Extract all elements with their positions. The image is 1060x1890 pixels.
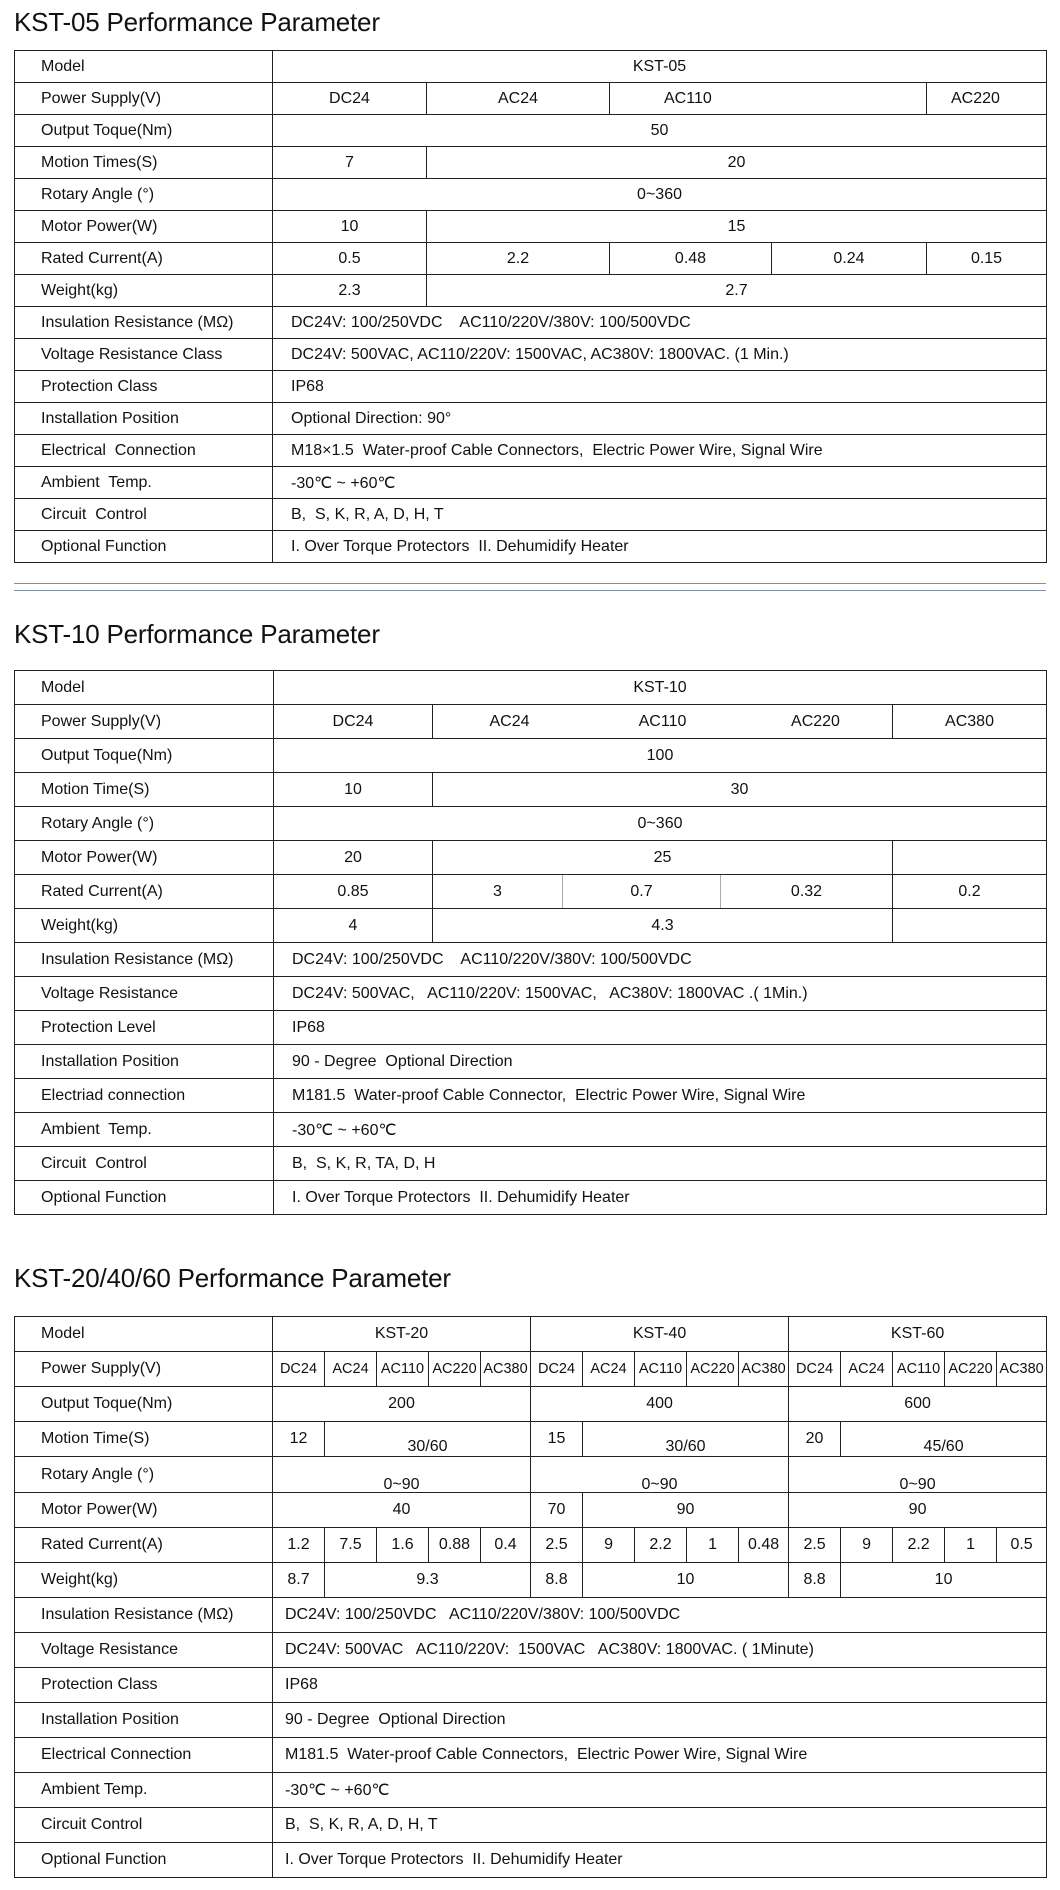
row-label: Weight(kg) (15, 909, 274, 943)
row-label: Protection Class (15, 371, 273, 403)
row-label: Power Supply(V) (15, 1352, 273, 1387)
table-cell: I. Over Torque Protectors II. Dehumidify Heater (274, 1181, 1047, 1215)
table-cell: DC24V: 500VAC, AC110/220V: 1500VAC, AC380V: 1800VAC .( 1Min.) (274, 977, 1047, 1011)
table-row (15, 339, 1047, 371)
table-cell: DC24 (274, 705, 433, 739)
table-cell: 0~90 (531, 1457, 789, 1493)
row-label: Protection Level (15, 1011, 274, 1045)
row-label: Protection Class (15, 1668, 273, 1703)
table-cell: I. Over Torque Protectors II. Dehumidify Heater (273, 1843, 1047, 1878)
row-label: Motor Power(W) (15, 1493, 273, 1528)
table-cell: B, S, K, R, A, D, H, T (273, 499, 1047, 531)
table-cell (893, 909, 1047, 943)
table-row (15, 179, 1047, 211)
table-row (15, 773, 1047, 807)
table-cell: 8.8 (531, 1563, 583, 1598)
row-label: Model (15, 671, 274, 705)
row-label: Rotary Angle (°) (15, 807, 274, 841)
table-cell: AC380 (481, 1352, 531, 1387)
table-row (15, 1457, 1047, 1493)
table-row (15, 1011, 1047, 1045)
table-row (15, 1703, 1047, 1738)
table-cell: 1 (687, 1528, 739, 1563)
table-row (15, 1113, 1047, 1147)
table-cell: 8.7 (273, 1563, 325, 1598)
table-cell: DC24V: 100/250VDC AC110/220V/380V: 100/500VDC (273, 1598, 1047, 1633)
table-cell: 90 (583, 1493, 789, 1528)
table-cell: AC220 (687, 1352, 739, 1387)
table-cell: 50 (273, 115, 1047, 147)
table-cell: 2.5 (531, 1528, 583, 1563)
table-cell: AC380 (739, 1352, 789, 1387)
table-cell: 2.7 (427, 275, 1047, 307)
row-label: Power Supply(V) (15, 705, 274, 739)
row-label: Motor Power(W) (15, 211, 273, 243)
model-cell: KST-60 (789, 1317, 1047, 1352)
table-row (15, 499, 1047, 531)
table-cell: 90 - Degree Optional Direction (273, 1703, 1047, 1738)
row-label: Weight(kg) (15, 1563, 273, 1598)
table-cell: 2.2 (635, 1528, 687, 1563)
table-cell: 45/60 (841, 1422, 1047, 1457)
table-row (15, 1045, 1047, 1079)
table-cell: 40 (273, 1493, 531, 1528)
row-label: Installation Position (15, 1045, 274, 1079)
table-cell: DC24 (789, 1352, 841, 1387)
table-row (15, 1352, 1047, 1387)
table-cell: 600 (789, 1387, 1047, 1422)
table-row (15, 909, 1047, 943)
table-row (15, 739, 1047, 773)
table-cell: AC110 (893, 1352, 945, 1387)
table-cell: AC24 (427, 83, 610, 115)
kst10-title: KST-10 Performance Parameter (14, 619, 380, 649)
table-cell: AC220 (945, 1352, 997, 1387)
table-cell: DC24V: 500VAC AC110/220V: 1500VAC AC380V: 1800VAC. ( 1Minute) (273, 1633, 1047, 1668)
table-cell: 0.85 (274, 875, 433, 909)
table-row (15, 51, 1047, 83)
table-cell: 2.2 (893, 1528, 945, 1563)
table-row (15, 1317, 1047, 1352)
row-label: Motion Times(S) (15, 147, 273, 179)
table-cell: AC24 (583, 1352, 635, 1387)
row-label: Insulation Resistance (MΩ) (15, 1598, 273, 1633)
row-label: Ambient Temp. (15, 1773, 273, 1808)
row-label: Motion Time(S) (15, 773, 274, 807)
row-label: Power Supply(V) (15, 83, 273, 115)
table-cell: 3 (433, 875, 563, 909)
table-cell: 1 (945, 1528, 997, 1563)
table-cell: 12 (273, 1422, 325, 1457)
row-label: Installation Position (15, 1703, 273, 1738)
table-row (15, 1598, 1047, 1633)
row-label: Output Toque(Nm) (15, 115, 273, 147)
table-row (15, 1493, 1047, 1528)
table-cell: 20 (427, 147, 1047, 179)
table-cell: 9 (583, 1528, 635, 1563)
row-label: Rated Current(A) (15, 243, 273, 275)
table-cell: M181.5 Water-proof Cable Connectors, Electric Power Wire, Signal Wire (273, 1738, 1047, 1773)
row-label: Rotary Angle (°) (15, 1457, 273, 1493)
row-label: Model (15, 1317, 273, 1352)
table-cell: 2.2 (427, 243, 610, 275)
table-cell: DC24 (531, 1352, 583, 1387)
table-cell: 25 (433, 841, 893, 875)
row-label: Optional Function (15, 1843, 273, 1878)
table-row (15, 115, 1047, 147)
model-cell: KST-10 (274, 671, 1047, 705)
table-cell: DC24V: 100/250VDC AC110/220V/380V: 100/500VDC (273, 307, 1047, 339)
table-row (15, 211, 1047, 243)
row-label: Model (15, 51, 273, 83)
section-divider (14, 590, 1046, 591)
row-label: Circuit Control (15, 1808, 273, 1843)
table-cell: AC220 (791, 712, 840, 730)
table-cell: DC24V: 500VAC, AC110/220V: 1500VAC, AC380V: 1800VAC. (1 Min.) (273, 339, 1047, 371)
kst05-spec-table (14, 50, 1047, 563)
table-cell: 70 (531, 1493, 583, 1528)
table-cell: AC380 (893, 705, 1047, 739)
table-cell: AC24 (841, 1352, 893, 1387)
table-cell: IP68 (273, 1668, 1047, 1703)
table-cell: -30℃ ~ +60℃ (273, 467, 1047, 499)
table-cell: 10 (583, 1563, 789, 1598)
table-cell: IP68 (273, 371, 1047, 403)
row-label: Optional Function (15, 1181, 274, 1215)
table-cell: 0.48 (739, 1528, 789, 1563)
row-label: Motion Time(S) (15, 1422, 273, 1457)
table-row (15, 1668, 1047, 1703)
kst20-title: KST-20/40/60 Performance Parameter (14, 1263, 451, 1293)
row-label: Insulation Resistance (MΩ) (15, 307, 273, 339)
row-label: Electrical Connection (15, 435, 273, 467)
table-cell: 90 - Degree Optional Direction (274, 1045, 1047, 1079)
table-cell: 7.5 (325, 1528, 377, 1563)
table-cell: 30/60 (325, 1422, 531, 1457)
section-divider (14, 583, 1046, 584)
table-cell: DC24 (273, 1352, 325, 1387)
table-cell: 0~360 (273, 179, 1047, 211)
row-label: Rated Current(A) (15, 1528, 273, 1563)
table-cell: 15 (531, 1422, 583, 1457)
table-cell: 20 (274, 841, 433, 875)
row-label: Insulation Resistance (MΩ) (15, 943, 274, 977)
table-cell: AC110 (610, 83, 927, 115)
table-cell: AC110 (638, 712, 687, 730)
table-row (15, 1387, 1047, 1422)
row-label: Circuit Control (15, 499, 273, 531)
table-cell: DC24V: 100/250VDC AC110/220V/380V: 100/500VDC (274, 943, 1047, 977)
row-label: Voltage Resistance (15, 1633, 273, 1668)
table-cell: 10 (841, 1563, 1047, 1598)
table-cell: AC380 (997, 1352, 1047, 1387)
table-cell: 200 (273, 1387, 531, 1422)
table-cell: 0.15 (927, 243, 1047, 275)
row-label: Rated Current(A) (15, 875, 274, 909)
table-cell: AC110 (635, 1352, 687, 1387)
table-row (15, 1773, 1047, 1808)
kst10-spec-table (14, 670, 1047, 1215)
table-row (15, 1181, 1047, 1215)
row-label: Ambient Temp. (15, 1113, 274, 1147)
table-row (15, 1843, 1047, 1878)
row-label: Ambient Temp. (15, 467, 273, 499)
table-cell: Optional Direction: 90° (273, 403, 1047, 435)
table-cell: 15 (427, 211, 1047, 243)
table-cell: 0.5 (997, 1528, 1047, 1563)
table-cell: 0.32 (721, 875, 893, 909)
table-row (15, 841, 1047, 875)
table-cell: 8.8 (789, 1563, 841, 1598)
table-cell: 10 (273, 211, 427, 243)
table-cell (433, 705, 893, 739)
model-cell: KST-40 (531, 1317, 789, 1352)
table-row (15, 467, 1047, 499)
table-cell: 0~90 (273, 1457, 531, 1493)
table-row (15, 83, 1047, 115)
table-row (15, 435, 1047, 467)
table-row (15, 307, 1047, 339)
table-row (15, 1079, 1047, 1113)
table-cell: 0.24 (772, 243, 927, 275)
table-row (15, 705, 1047, 739)
table-cell: -30℃ ~ +60℃ (273, 1773, 1047, 1808)
row-label: Weight(kg) (15, 275, 273, 307)
table-row (15, 1147, 1047, 1181)
table-row (15, 671, 1047, 705)
table-cell: 1.6 (377, 1528, 429, 1563)
table-cell: DC24 (273, 83, 427, 115)
table-cell: 10 (274, 773, 433, 807)
table-cell: 9.3 (325, 1563, 531, 1598)
row-label: Installation Position (15, 403, 273, 435)
table-cell: AC110 (377, 1352, 429, 1387)
table-row (15, 371, 1047, 403)
table-row (15, 403, 1047, 435)
table-cell: 0.7 (563, 875, 721, 909)
table-cell: IP68 (274, 1011, 1047, 1045)
kst20-spec-table (14, 1316, 1047, 1878)
table-cell: M18×1.5 Water-proof Cable Connectors, Electric Power Wire, Signal Wire (273, 435, 1047, 467)
table-row (15, 977, 1047, 1011)
table-cell: AC24 (325, 1352, 377, 1387)
table-cell: 100 (274, 739, 1047, 773)
table-cell: 30/60 (583, 1422, 789, 1457)
row-label: Output Toque(Nm) (15, 739, 274, 773)
row-label: Output Toque(Nm) (15, 1387, 273, 1422)
table-row (15, 807, 1047, 841)
table-cell: 90 (789, 1493, 1047, 1528)
kst05-title: KST-05 Performance Parameter (14, 7, 380, 37)
row-label: Electrical Connection (15, 1738, 273, 1773)
row-label: Rotary Angle (°) (15, 179, 273, 211)
table-row (15, 1422, 1047, 1457)
table-row (15, 1633, 1047, 1668)
row-label: Motor Power(W) (15, 841, 274, 875)
table-row (15, 1528, 1047, 1563)
table-row (15, 147, 1047, 179)
row-label: Electriad connection (15, 1079, 274, 1113)
table-cell: 0.4 (481, 1528, 531, 1563)
table-cell: 0.2 (893, 875, 1047, 909)
table-row (15, 943, 1047, 977)
table-row (15, 875, 1047, 909)
row-label: Optional Function (15, 531, 273, 563)
table-cell: 2.3 (273, 275, 427, 307)
row-label: Voltage Resistance Class (15, 339, 273, 371)
table-cell: 0~90 (789, 1457, 1047, 1493)
table-cell: M181.5 Water-proof Cable Connector, Electric Power Wire, Signal Wire (274, 1079, 1047, 1113)
table-cell: 30 (433, 773, 1047, 807)
table-row (15, 1808, 1047, 1843)
table-cell: 2.5 (789, 1528, 841, 1563)
table-cell: 0.88 (429, 1528, 481, 1563)
table-cell: 20 (789, 1422, 841, 1457)
table-cell: 4.3 (433, 909, 893, 943)
row-label: Circuit Control (15, 1147, 274, 1181)
table-cell: 1.2 (273, 1528, 325, 1563)
model-cell: KST-05 (273, 51, 1047, 83)
table-row (15, 243, 1047, 275)
table-cell: AC24 (489, 712, 530, 730)
table-cell: 400 (531, 1387, 789, 1422)
table-row (15, 531, 1047, 563)
table-row (15, 1563, 1047, 1598)
table-cell: 0.5 (273, 243, 427, 275)
table-row (15, 1738, 1047, 1773)
table-cell: 9 (841, 1528, 893, 1563)
table-cell: 0.48 (610, 243, 772, 275)
table-cell: 7 (273, 147, 427, 179)
table-cell: 4 (274, 909, 433, 943)
table-cell: -30℃ ~ +60℃ (274, 1113, 1047, 1147)
table-cell: AC220 (927, 83, 1047, 115)
table-row (15, 275, 1047, 307)
table-cell: 0~360 (274, 807, 1047, 841)
table-cell: I. Over Torque Protectors II. Dehumidify Heater (273, 531, 1047, 563)
table-cell: B, S, K, R, TA, D, H (274, 1147, 1047, 1181)
table-cell: B, S, K, R, A, D, H, T (273, 1808, 1047, 1843)
table-cell: AC220 (429, 1352, 481, 1387)
model-cell: KST-20 (273, 1317, 531, 1352)
table-cell (893, 841, 1047, 875)
row-label: Voltage Resistance (15, 977, 274, 1011)
